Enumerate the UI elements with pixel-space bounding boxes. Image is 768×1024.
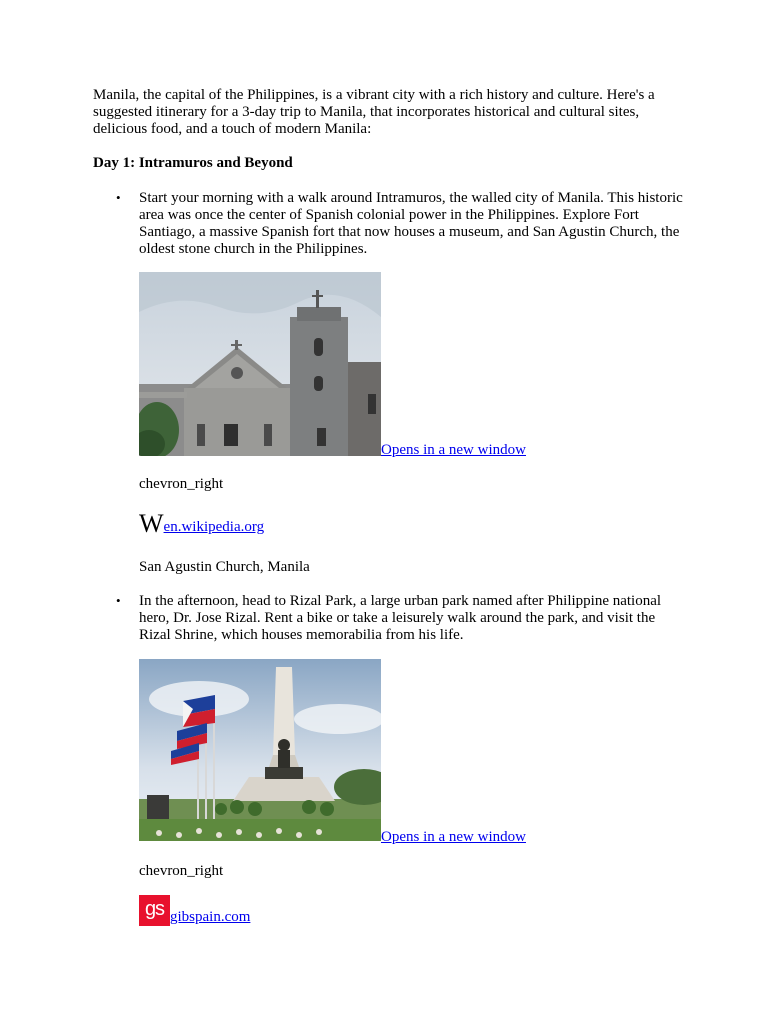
rizal-image-link[interactable]: Opens in a new window bbox=[381, 829, 526, 845]
gibspain-source bbox=[139, 895, 250, 926]
list-item-text: In the afternoon, head to Rizal Park, a large urban park named after Philippine national hero, Dr. Jose Rizal. Rent a bike or take a leisurely walk around the park, and visit the Rizal Shrine, which houses memorabilia from his life. bbox=[139, 593, 662, 643]
rizal-park-image[interactable] bbox=[139, 659, 381, 841]
chevron-right-label: chevron_right bbox=[139, 476, 224, 492]
wikipedia-source bbox=[139, 509, 265, 538]
gibspain-logo-icon: gs bbox=[139, 895, 170, 926]
wikipedia-source-link[interactable]: en.wikipedia.org bbox=[163, 519, 265, 535]
san-agustin-church-image[interactable] bbox=[139, 272, 381, 456]
list-item-text: Start your morning with a walk around Intramuros, the walled city of Manila. This historic area was once the center of Spanish colonial power in the Philippines. Explore Fort Santiago, a massive Spanish fort that now houses a museum, and San Agustin Church, the oldest stone church in the Philippines. bbox=[139, 190, 683, 257]
bullet: • bbox=[116, 593, 121, 608]
wikipedia-logo-icon: W bbox=[139, 509, 164, 538]
church-image-link[interactable]: Opens in a new window bbox=[381, 442, 526, 458]
church-caption: San Agustin Church, Manila bbox=[139, 559, 310, 575]
day1-heading: Day 1: Intramuros and Beyond bbox=[93, 155, 293, 171]
intro-paragraph: Manila, the capital of the Philippines, is a vibrant city with a rich history and culture. Here's a suggested itinerary for a 3-day trip to Manila, that incorporates historical and cultural sites, delicious food, and a touch of modern Manila: bbox=[93, 87, 655, 137]
bullet: • bbox=[116, 190, 121, 205]
gibspain-source-link[interactable]: gibspain.com bbox=[170, 909, 251, 925]
chevron-right-label: chevron_right bbox=[139, 863, 224, 879]
